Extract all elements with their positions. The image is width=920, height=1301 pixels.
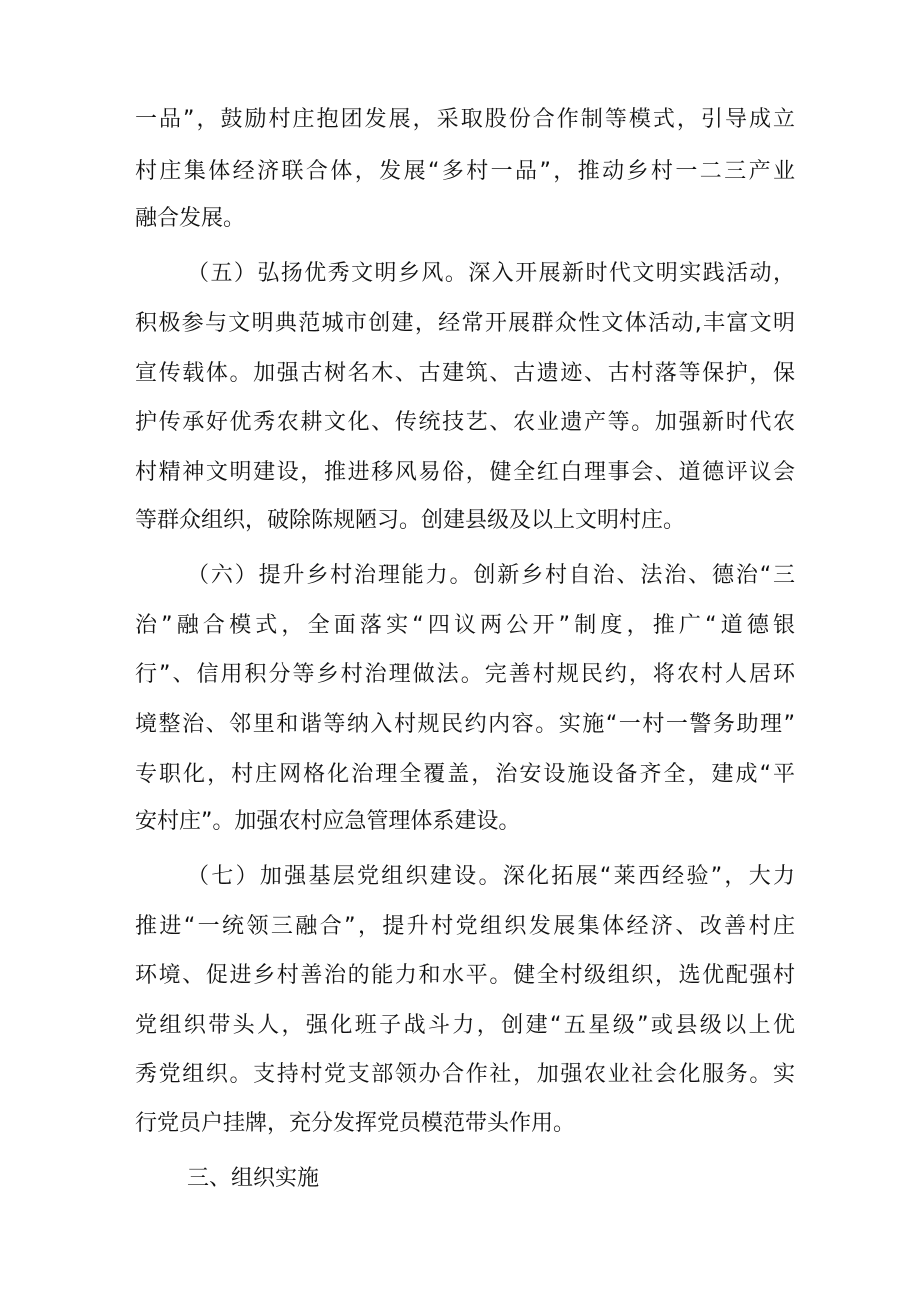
paragraph-line: 秀党组织。支持村党支部领办合作社，加强农业社会化服务。实 (135, 1062, 795, 1087)
paragraph-line: 积极参与文明典范城市创建，经常开展群众性文体活动,丰富文明 (135, 311, 795, 336)
paragraph-line: 党组织带头人，强化班子战斗力，创建“五星级”或县级以上优 (135, 1013, 795, 1038)
paragraph-line: 村精神文明建设，推进移风易俗，健全红白理事会、道德评议会 (135, 460, 795, 485)
paragraph-line: 村庄集体经济联合体，发展“多村一品”，推动乡村一二三产业 (135, 159, 795, 184)
paragraph-line: 宣传载体。加强古树名木、古建筑、古遗迹、古村落等保护，保 (135, 361, 795, 386)
paragraph-line: （七）加强基层党组织建设。深化拓展“莱西经验”，大力 (187, 864, 795, 889)
paragraph-line: 融合发展。 (135, 206, 246, 231)
paragraph-line: 推进“一统领三融合”，提升村党组织发展集体经济、改善村庄 (135, 914, 795, 939)
paragraph-line: （五）弘扬优秀文明乡风。深入开展新时代文明实践活动， (187, 261, 795, 286)
paragraph-line: 行党员户挂牌，充分发挥党员模范带头作用。 (135, 1111, 576, 1136)
paragraph-line: 行”、信用积分等乡村治理做法。完善村规民约，将农村人居环 (135, 662, 795, 687)
paragraph-line: 境整治、邻里和谐等纳入村规民约内容。实施“一村一警务助理” (135, 712, 795, 737)
paragraph-line: 一品”，鼓励村庄抱团发展，采取股份合作制等模式，引导成立 (135, 107, 795, 132)
paragraph-line: 专职化，村庄网格化治理全覆盖，治安设施设备齐全，建成“平 (135, 762, 795, 787)
section-heading: 三、组织实施 (187, 1166, 320, 1191)
paragraph-line: 安村庄”。加强农村应急管理体系建设。 (135, 809, 521, 834)
paragraph-line: （六）提升乡村治理能力。创新乡村自治、法治、德治“三 (187, 563, 795, 588)
paragraph-line: 护传承好优秀农耕文化、传统技艺、农业遗产等。加强新时代农 (135, 410, 795, 435)
paragraph-line: 等群众组织，破除陈规陋习。创建县级及以上文明村庄。 (135, 508, 686, 533)
paragraph-line: 环境、促进乡村善治的能力和水平。健全村级组织，选优配强村 (135, 963, 795, 988)
paragraph-line: 治”融合模式，全面落实“四议两公开”制度，推广“道德银 (135, 613, 795, 638)
